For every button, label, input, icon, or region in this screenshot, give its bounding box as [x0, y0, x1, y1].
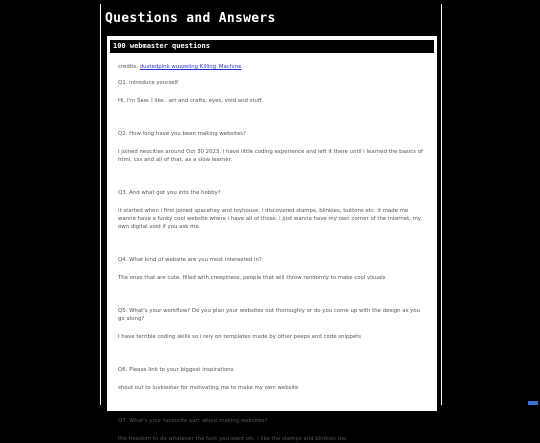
qa-item-7 — [118, 417, 426, 443]
qa-item-6 — [118, 366, 426, 392]
credits-line — [118, 63, 426, 71]
answer-7: the freedom to do whatever the fuck you want ofc, i like the stamps and blinkies too — [118, 436, 347, 442]
qa-item-4 — [118, 256, 426, 282]
question-2: Q2. How long have you been making websites? — [118, 131, 246, 137]
qa-item-3 — [118, 189, 426, 231]
answer-4: The ones that are cute, filled with creepiness, people that will throw randomly to make cool visuals — [118, 275, 386, 281]
answer-1: Hi, I'm Saw. I like.. art and crafts, eyes, void and stuff. — [118, 98, 264, 104]
answer-6: shout out to luvkiestar for motivating me to make my own website — [118, 385, 299, 391]
corner-badge — [528, 401, 538, 405]
page-container — [100, 4, 442, 442]
question-1: Q1. introduce yourself — [118, 80, 178, 86]
answer-5: I have terrible coding skills so i rely on templates made by other peeps and code snippets — [118, 334, 362, 340]
question-7: Q7. What's your favourite part about making websites? — [118, 418, 268, 424]
answer-3: it started when i first joined spacehey and toyhouse, i discovered stamps, blinkies, buttons etc. it made me wanna have a funky cool website where i have all of those. i just wanna have my own corner of the internet, my own digital void if you ask me. — [118, 208, 422, 230]
qa-item-1 — [118, 79, 426, 105]
qa-content — [108, 53, 436, 443]
credits-link[interactable]: dustedpink wuzzeling Killing_Machine — [139, 64, 242, 70]
panel-header: 100 webmaster questions — [110, 40, 434, 53]
site-title: Questions and Answers — [105, 11, 276, 26]
answer-2: I joined neocities around Oct 30 2023. i have little coding experience and left it there until i learned the basics of html, css and all of that, as a slow learner. — [118, 149, 423, 163]
question-4: Q4. What kind of website are you most interested in? — [118, 257, 262, 263]
question-5: Q5. What's your workflow? Do you plan your websites out thoroughly or do you come up with the design as you go along? — [118, 308, 421, 322]
content-panel — [107, 36, 437, 442]
qa-item-2 — [118, 130, 426, 164]
credits-label: credits: — [118, 64, 139, 70]
qa-item-5 — [118, 307, 426, 341]
question-3: Q3. And what got you into the hobby? — [118, 190, 221, 196]
question-6: Q6. Please link to your biggest inspirations — [118, 367, 234, 373]
